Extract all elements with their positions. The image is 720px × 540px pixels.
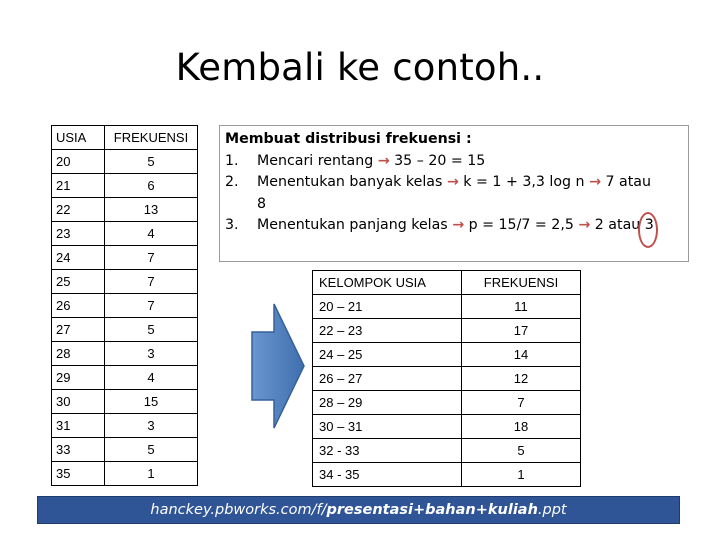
table-cell: 33: [52, 438, 105, 462]
table-cell: 23: [52, 222, 105, 246]
arrow-right-icon: →: [377, 152, 390, 169]
table-row: [313, 367, 581, 391]
table-row: [52, 150, 198, 174]
table-cell: 3: [105, 414, 198, 438]
table-cell: 34 - 35: [313, 463, 462, 487]
age-frequency-table: [51, 125, 198, 486]
table-cell: 14: [462, 343, 581, 367]
table-cell: 24 – 25: [313, 343, 462, 367]
step-text: Menentukan banyak kelas: [257, 174, 447, 190]
table-cell: 5: [105, 150, 198, 174]
table-row: [313, 295, 581, 319]
table-cell: 28 – 29: [313, 391, 462, 415]
table-row: [313, 439, 581, 463]
table-cell: 5: [462, 439, 581, 463]
table-row: [52, 414, 198, 438]
column-header: FREKUENSI: [462, 271, 581, 295]
footer-bold: presentasi+bahan+kuliah: [326, 502, 538, 518]
footer-prefix: hanckey.pbworks.com/f/: [150, 502, 327, 518]
table-cell: 1: [105, 462, 198, 486]
table-cell: 4: [105, 366, 198, 390]
table-cell: 26: [52, 294, 105, 318]
table-cell: 32 - 33: [313, 439, 462, 463]
column-header: KELOMPOK USIA: [313, 271, 462, 295]
table-cell: 3: [105, 342, 198, 366]
table-row: [52, 438, 198, 462]
step-number: 3.: [225, 217, 239, 233]
step-3: [225, 215, 687, 237]
table-cell: 13: [105, 198, 198, 222]
table-cell: 7: [105, 246, 198, 270]
table-cell: 26 – 27: [313, 367, 462, 391]
table-cell: 24: [52, 246, 105, 270]
table-row: [313, 463, 581, 487]
table-cell: 27: [52, 318, 105, 342]
table-cell: 7: [462, 391, 581, 415]
table-row: [52, 174, 198, 198]
source-footer: [37, 496, 680, 524]
table-cell: 29: [52, 366, 105, 390]
table-cell: 7: [105, 270, 198, 294]
table-cell: 7: [105, 294, 198, 318]
table-row: [313, 391, 581, 415]
method-box: [219, 125, 689, 262]
table-cell: 28: [52, 342, 105, 366]
step-number: 1.: [225, 152, 239, 169]
table-row: [52, 246, 198, 270]
table-header-row: [313, 271, 581, 295]
table-row: [52, 390, 198, 414]
table-cell: 1: [462, 463, 581, 487]
step-result: 2 atau 3: [590, 217, 654, 233]
table-row: [52, 222, 198, 246]
table-cell: 20 – 21: [313, 295, 462, 319]
table-header-row: [52, 126, 198, 150]
table-row: [52, 366, 198, 390]
table-cell: 5: [105, 438, 198, 462]
table-row: [52, 318, 198, 342]
table-cell: 6: [105, 174, 198, 198]
table-row: [52, 462, 198, 486]
step-result: 35 – 20 = 15: [389, 152, 486, 169]
step-result-continued: 8: [257, 195, 267, 212]
slide-title: Kembali ke contoh..: [175, 46, 545, 89]
step-result: 7 atau: [600, 174, 651, 190]
table-row: [313, 415, 581, 439]
table-cell: 17: [462, 319, 581, 343]
step-text: Menentukan panjang kelas: [257, 217, 453, 233]
arrow-right-icon: →: [446, 174, 459, 190]
column-header: FREKUENSI: [105, 126, 198, 150]
grouped-frequency-table: [312, 270, 581, 487]
table-row: [52, 270, 198, 294]
step-formula: k = 1 + 3,3 log n: [458, 174, 590, 190]
footer-suffix: .ppt: [537, 502, 567, 518]
highlight-circle: [638, 212, 658, 248]
step-2: [225, 172, 687, 215]
table-cell: 30: [52, 390, 105, 414]
arrow-right-icon: →: [578, 217, 591, 233]
table-cell: 31: [52, 414, 105, 438]
table-cell: 18: [462, 415, 581, 439]
table-cell: 22: [52, 198, 105, 222]
table-cell: 4: [105, 222, 198, 246]
table-row: [52, 198, 198, 222]
table-cell: 30 – 31: [313, 415, 462, 439]
table-row: [313, 343, 581, 367]
table-row: [313, 319, 581, 343]
table-cell: 35: [52, 462, 105, 486]
column-header: USIA: [52, 126, 105, 150]
method-heading: Membuat distribusi frekuensi :: [225, 131, 472, 147]
table-row: [52, 294, 198, 318]
table-cell: 21: [52, 174, 105, 198]
arrow-right-icon: →: [589, 174, 601, 190]
table-cell: 5: [105, 318, 198, 342]
table-cell: 25: [52, 270, 105, 294]
step-1: [225, 151, 687, 173]
table-cell: 11: [462, 295, 581, 319]
table-cell: 12: [462, 367, 581, 391]
step-number: 2.: [225, 174, 239, 190]
table-cell: 15: [105, 390, 198, 414]
table-cell: 22 – 23: [313, 319, 462, 343]
arrow-right-icon: →: [452, 217, 465, 233]
method-text: [225, 129, 687, 237]
table-row: [52, 342, 198, 366]
step-formula: p = 15/7 = 2,5: [464, 217, 579, 233]
arrow-right-icon: [250, 302, 306, 430]
table-cell: 20: [52, 150, 105, 174]
step-text: Mencari rentang: [257, 152, 378, 169]
